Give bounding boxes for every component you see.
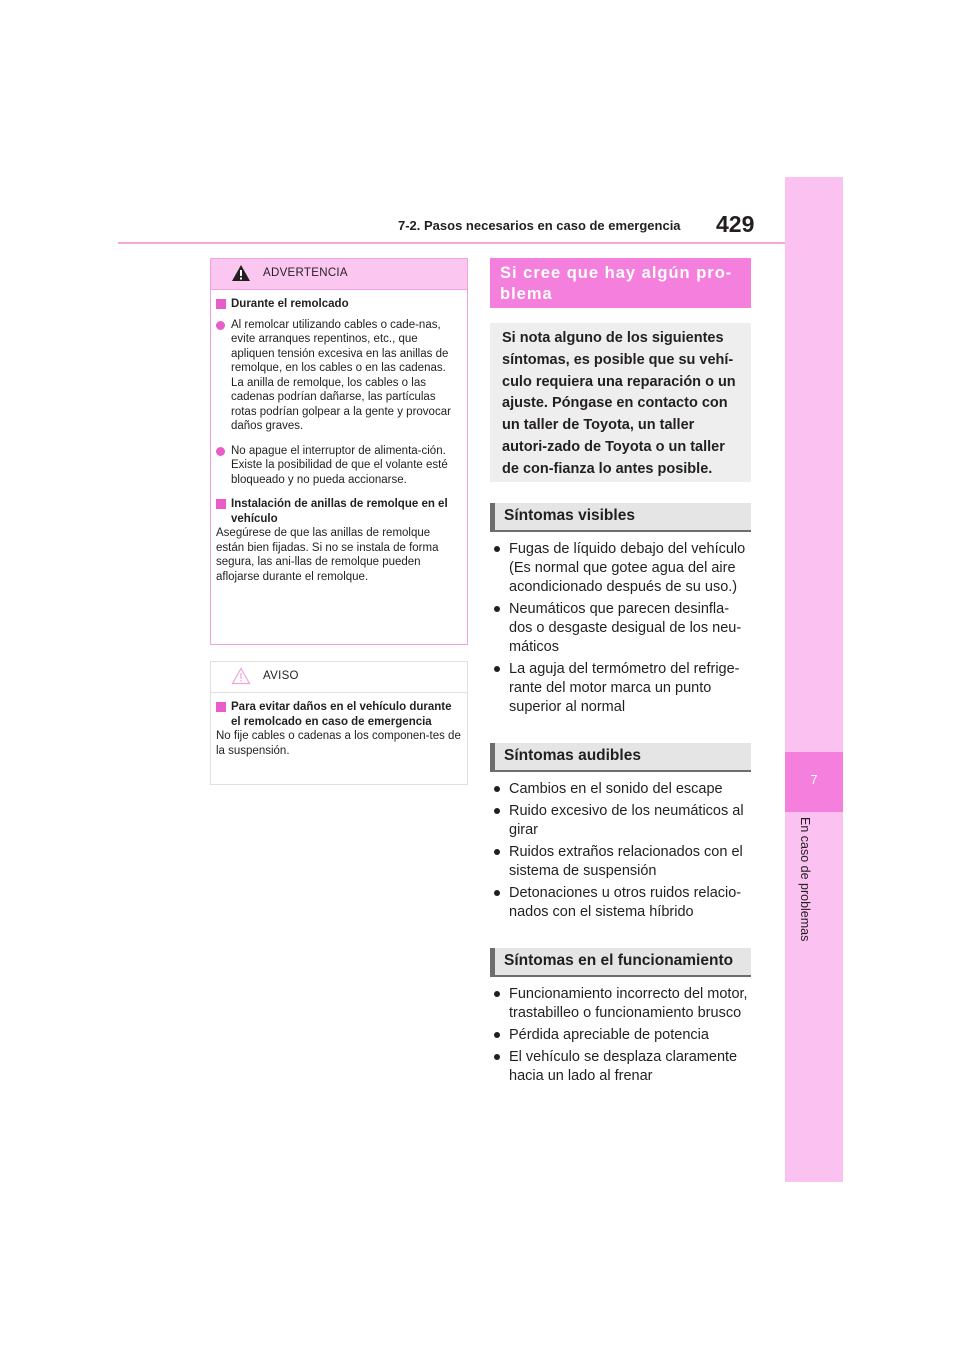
list-item <box>490 540 752 597</box>
chapter-number-box <box>785 752 843 812</box>
list-item-text: Ruidos extraños relacionados con el sistema de suspensión <box>509 844 743 879</box>
warning-box-header <box>211 259 467 290</box>
caution-box <box>210 661 468 785</box>
list-item-text: Funcionamiento incorrecto del motor, trastabilleo o funcionamiento brusco <box>509 986 748 1021</box>
list-item-text: Pérdida apreciable de potencia <box>509 1027 709 1043</box>
section-heading-text: Durante el remolcado <box>231 298 349 310</box>
list-item-text: El vehículo se desplaza claramente hacia un lado al frenar <box>509 1049 738 1084</box>
list-item <box>490 843 752 881</box>
list-item <box>490 660 752 717</box>
bullet-dot-icon <box>494 808 500 814</box>
list-item-text: Al remolcar utilizando cables o cade-nas, evite arranques repentinos, etc., que apliquen tensión excesiva en las anillas de remolque, en los cables o en las cadenas. La anilla de remolque, los cables o las cadenas podrían dañarse, las partículas rotas podrían golpear a la gente y provocar daños graves. <box>231 318 451 432</box>
list-item <box>216 444 461 488</box>
section-title: 7-2. Pasos necesarios en caso de emergencia <box>398 218 681 233</box>
caution-triangle-icon <box>231 667 251 685</box>
audible-symptoms-heading: Síntomas audibles <box>490 743 751 772</box>
section-text: Asegúrese de que las anillas de remolque están bien fijadas. Si no se instala de forma segura, las ani-llas de remolque pueden aflojarse durante el remolque. <box>216 527 439 583</box>
intro-box: Si nota alguno de los siguientes síntomas, es posible que su vehí-culo requiera una reparación o un ajuste. Póngase en contacto con un taller de Toyota, un taller autori-zado de Toyota o un taller de con-fianza lo antes posible. <box>490 323 751 482</box>
list-item-text: Cambios en el sonido del escape <box>509 781 723 797</box>
caution-label: AVISO <box>263 670 299 682</box>
list-item <box>490 1026 752 1045</box>
visible-symptoms-heading: Síntomas visibles <box>490 503 751 532</box>
list-item-text: No apague el interruptor de alimenta-ción. Existe la posibilidad de que el volante esté bloqueado y no pueda accionarse. <box>231 444 448 486</box>
header-rule <box>118 242 786 244</box>
section-heading <box>216 297 461 312</box>
circle-bullet-icon <box>216 321 225 330</box>
section-heading-text: Para evitar daños en el vehículo durante el remolcado en caso de emergencia <box>231 701 452 728</box>
bullet-dot-icon <box>494 666 500 672</box>
warning-triangle-icon <box>231 264 251 282</box>
audible-symptoms-list <box>490 780 752 925</box>
chapter-title: En caso de problemas <box>798 817 812 942</box>
list-item <box>490 600 752 657</box>
bullet-dot-icon <box>494 786 500 792</box>
list-item <box>490 884 752 922</box>
section-heading-text: Instalación de anillas de remolque en el vehículo <box>231 498 448 525</box>
page-number: 429 <box>716 211 755 237</box>
list-item <box>490 780 752 799</box>
list-item <box>490 802 752 840</box>
square-bullet-icon <box>216 702 226 712</box>
caution-box-body <box>211 693 467 766</box>
bullet-dot-icon <box>494 849 500 855</box>
list-item <box>490 985 752 1023</box>
bullet-dot-icon <box>494 1032 500 1038</box>
list-item-text: Ruido excesivo de los neumáticos al girar <box>509 803 744 838</box>
visible-symptoms-list <box>490 540 752 720</box>
bullet-dot-icon <box>494 546 500 552</box>
circle-bullet-icon <box>216 447 225 456</box>
list-item <box>490 1048 752 1086</box>
warning-box <box>210 258 468 645</box>
list-item-text: Fugas de líquido debajo del vehículo (Es normal que gotee agua del aire acondicionado después de su uso.) <box>509 541 746 595</box>
chapter-side-tab <box>785 177 843 1182</box>
operation-symptoms-list <box>490 985 752 1089</box>
section-heading <box>216 700 461 729</box>
list-item-text: Neumáticos que parecen desinfla-dos o desgaste desigual de los neu-máticos <box>509 601 742 655</box>
square-bullet-icon <box>216 299 226 309</box>
bullet-dot-icon <box>494 1054 500 1060</box>
square-bullet-icon <box>216 499 226 509</box>
list-item <box>216 318 461 434</box>
bullet-dot-icon <box>494 890 500 896</box>
warning-box-body <box>211 290 467 592</box>
caution-box-header <box>211 662 467 693</box>
chapter-number: 7 <box>810 772 818 787</box>
list-item-text: La aguja del termómetro del refrige-rante del motor marca un punto superior al normal <box>509 661 740 715</box>
bullet-dot-icon <box>494 991 500 997</box>
warning-label: ADVERTENCIA <box>263 267 348 279</box>
operation-symptoms-heading: Síntomas en el funcionamiento <box>490 948 751 977</box>
section-heading <box>216 497 461 526</box>
main-title: Si cree que hay algún pro-blema <box>490 258 751 308</box>
bullet-dot-icon <box>494 606 500 612</box>
list-item-text: Detonaciones u otros ruidos relacio-nados con el sistema híbrido <box>509 885 742 920</box>
section-text: No fije cables o cadenas a los componen-tes de la suspensión. <box>216 730 461 757</box>
